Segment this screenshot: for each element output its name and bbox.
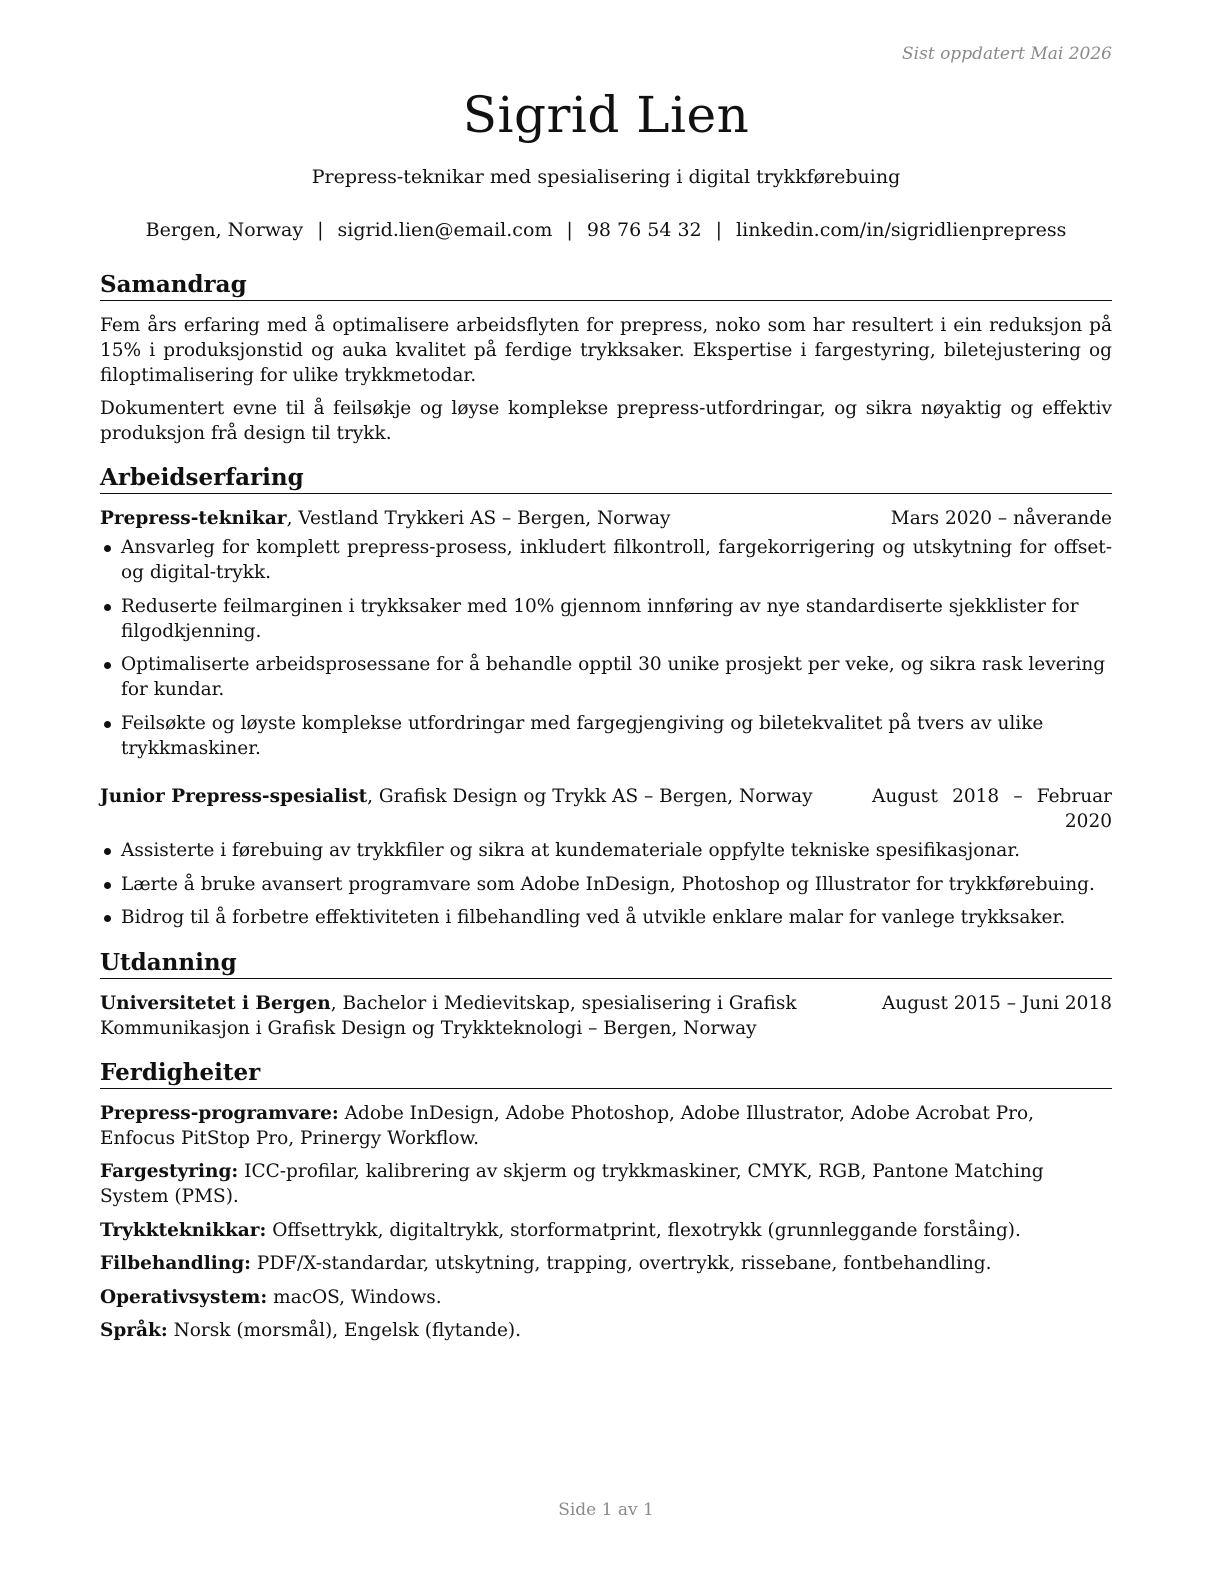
job-entry (100, 784, 1112, 930)
contact-linkedin[interactable]: linkedin.com/in/sigridlienprepress (736, 219, 1067, 241)
section-title-education: Utdanning (100, 949, 1112, 979)
skill-value: Norsk (morsmål), Engelsk (flytande). (167, 1320, 522, 1341)
section-title-experience: Arbeidserfaring (100, 464, 1112, 494)
education-details: , Bachelor i Medievitskap, spesialisering i Grafisk Kommunikasjon i Grafisk Design og Trykkteknologi – Bergen, Norway (100, 992, 797, 1039)
contact-separator: | (566, 219, 573, 241)
skill-label: Prepress-programvare: (100, 1102, 339, 1124)
job-bullet: Reduserte feilmarginen i trykksaker med 10% gjennom innføring av nye standardiserte sjekklister for filgodkjenning. (100, 594, 1112, 644)
summary-section (100, 271, 1112, 446)
education-entry (100, 991, 1112, 1041)
job-entry (100, 506, 1112, 761)
skill-label: Operativsystem: (100, 1286, 268, 1308)
job-employer: , Grafisk Design og Trykk AS – Bergen, Norway (367, 786, 813, 807)
section-title-summary: Samandrag (100, 271, 1112, 301)
job-bullet: Ansvarleg for komplett prepress-prosess, inkludert filkontroll, fargekorrigering og utskytning for offset- og digital-trykk. (100, 535, 1112, 585)
skill-label: Trykkteknikkar: (100, 1219, 267, 1241)
job-bullet: Optimaliserte arbeidsprosessane for å behandle opptil 30 unike prosjekt per veke, og sikra rask levering for kundar. (100, 652, 1112, 702)
education-section (100, 949, 1112, 1041)
candidate-name: Sigrid Lien (462, 86, 750, 144)
experience-section (100, 464, 1112, 930)
job-dates: August 2018 – Februar 2020 (872, 786, 1112, 832)
contact-phone: 98 76 54 32 (586, 219, 702, 241)
job-employer: , Vestland Trykkeri AS – Bergen, Norway (286, 508, 671, 529)
skill-row (100, 1318, 1112, 1343)
skill-label: Filbehandling: (100, 1253, 251, 1274)
job-header (100, 784, 1112, 834)
skill-value: Adobe InDesign, Adobe Photoshop, Adobe Illustrator, Adobe Acrobat Pro, Enfocus PitStop Pro, Prinergy Workflow. (100, 1102, 1035, 1149)
job-bullet: Bidrog til å forbetre effektiviteten i filbehandling ved å utvikle enklare malar for vanlege trykksaker. (100, 905, 1112, 930)
skill-value: PDF/X-standardar, utskytning, trapping, overtrykk, rissebane, fontbehandling. (251, 1253, 992, 1274)
contact-email[interactable]: sigrid.lien@email.com (337, 219, 553, 241)
contact-separator: | (317, 219, 324, 241)
job-bullet: Lærte å bruke avansert programvare som Adobe InDesign, Photoshop og Illustrator for trykkførebuing. (100, 872, 1112, 897)
skill-row (100, 1251, 1112, 1276)
job-bullet: Assisterte i førebuing av trykkfiler og sikra at kundemateriale oppfylte tekniske spesifikasjonar. (100, 838, 1112, 863)
job-role: Prepress-teknikar (100, 508, 287, 529)
job-header (100, 506, 1112, 531)
skill-label: Språk: (100, 1320, 168, 1341)
skill-row (100, 1218, 1112, 1243)
education-dates: August 2015 – Juni 2018 (881, 992, 1112, 1014)
summary-paragraph: Fem års erfaring med å optimalisere arbeidsflyten for prepress, noko som har resultert i ein reduksjon på 15% i produksjonstid og auka kvalitet på ferdige trykksaker. Ekspertise i fargestyring, biletejustering og filoptimalisering for ulike trykkmetodar. (100, 315, 1112, 386)
contact-location: Bergen, Norway (145, 219, 304, 241)
job-bullet: Feilsøkte og løyste komplekse utfordringar med fargegjengiving og biletekvalitet på tvers av ulike trykkmaskiner. (100, 711, 1112, 761)
last-updated: Sist oppdatert Mai 2026 (902, 44, 1112, 64)
contact-separator: | (715, 219, 723, 241)
skill-value: macOS, Windows. (267, 1286, 442, 1308)
education-institution: Universitetet i Bergen (100, 992, 331, 1014)
tagline: Prepress-teknikar med spesialisering i digital trykkførebuing (311, 166, 901, 188)
skill-value: ICC-profilar, kalibrering av skjerm og trykkmaskiner, CMYK, RGB, Pantone Matching System (PMS). (100, 1161, 1044, 1207)
skills-section (100, 1059, 1112, 1344)
job-bullets (100, 535, 1112, 761)
page-footer: Side 1 av 1 (558, 1500, 654, 1520)
job-bullets (100, 838, 1112, 930)
resume-content (100, 271, 1112, 1352)
skill-row (100, 1159, 1112, 1209)
skill-label: Fargestyring: (100, 1161, 239, 1182)
skill-value: Offsettrykk, digitaltrykk, storformatprint, flexotrykk (grunnleggande forståing). (266, 1219, 1021, 1241)
job-dates: Mars 2020 – nåverande (890, 508, 1112, 529)
skill-row (100, 1101, 1112, 1151)
skill-row (100, 1285, 1112, 1310)
job-role: Junior Prepress-spesialist (100, 786, 368, 807)
contact-line (100, 219, 1112, 241)
section-title-skills: Ferdigheiter (100, 1059, 1112, 1089)
summary-paragraph: Dokumentert evne til å feilsøkje og løyse komplekse prepress-utfordringar, og sikra nøyaktig og effektiv produksjon frå design til trykk. (100, 398, 1112, 444)
